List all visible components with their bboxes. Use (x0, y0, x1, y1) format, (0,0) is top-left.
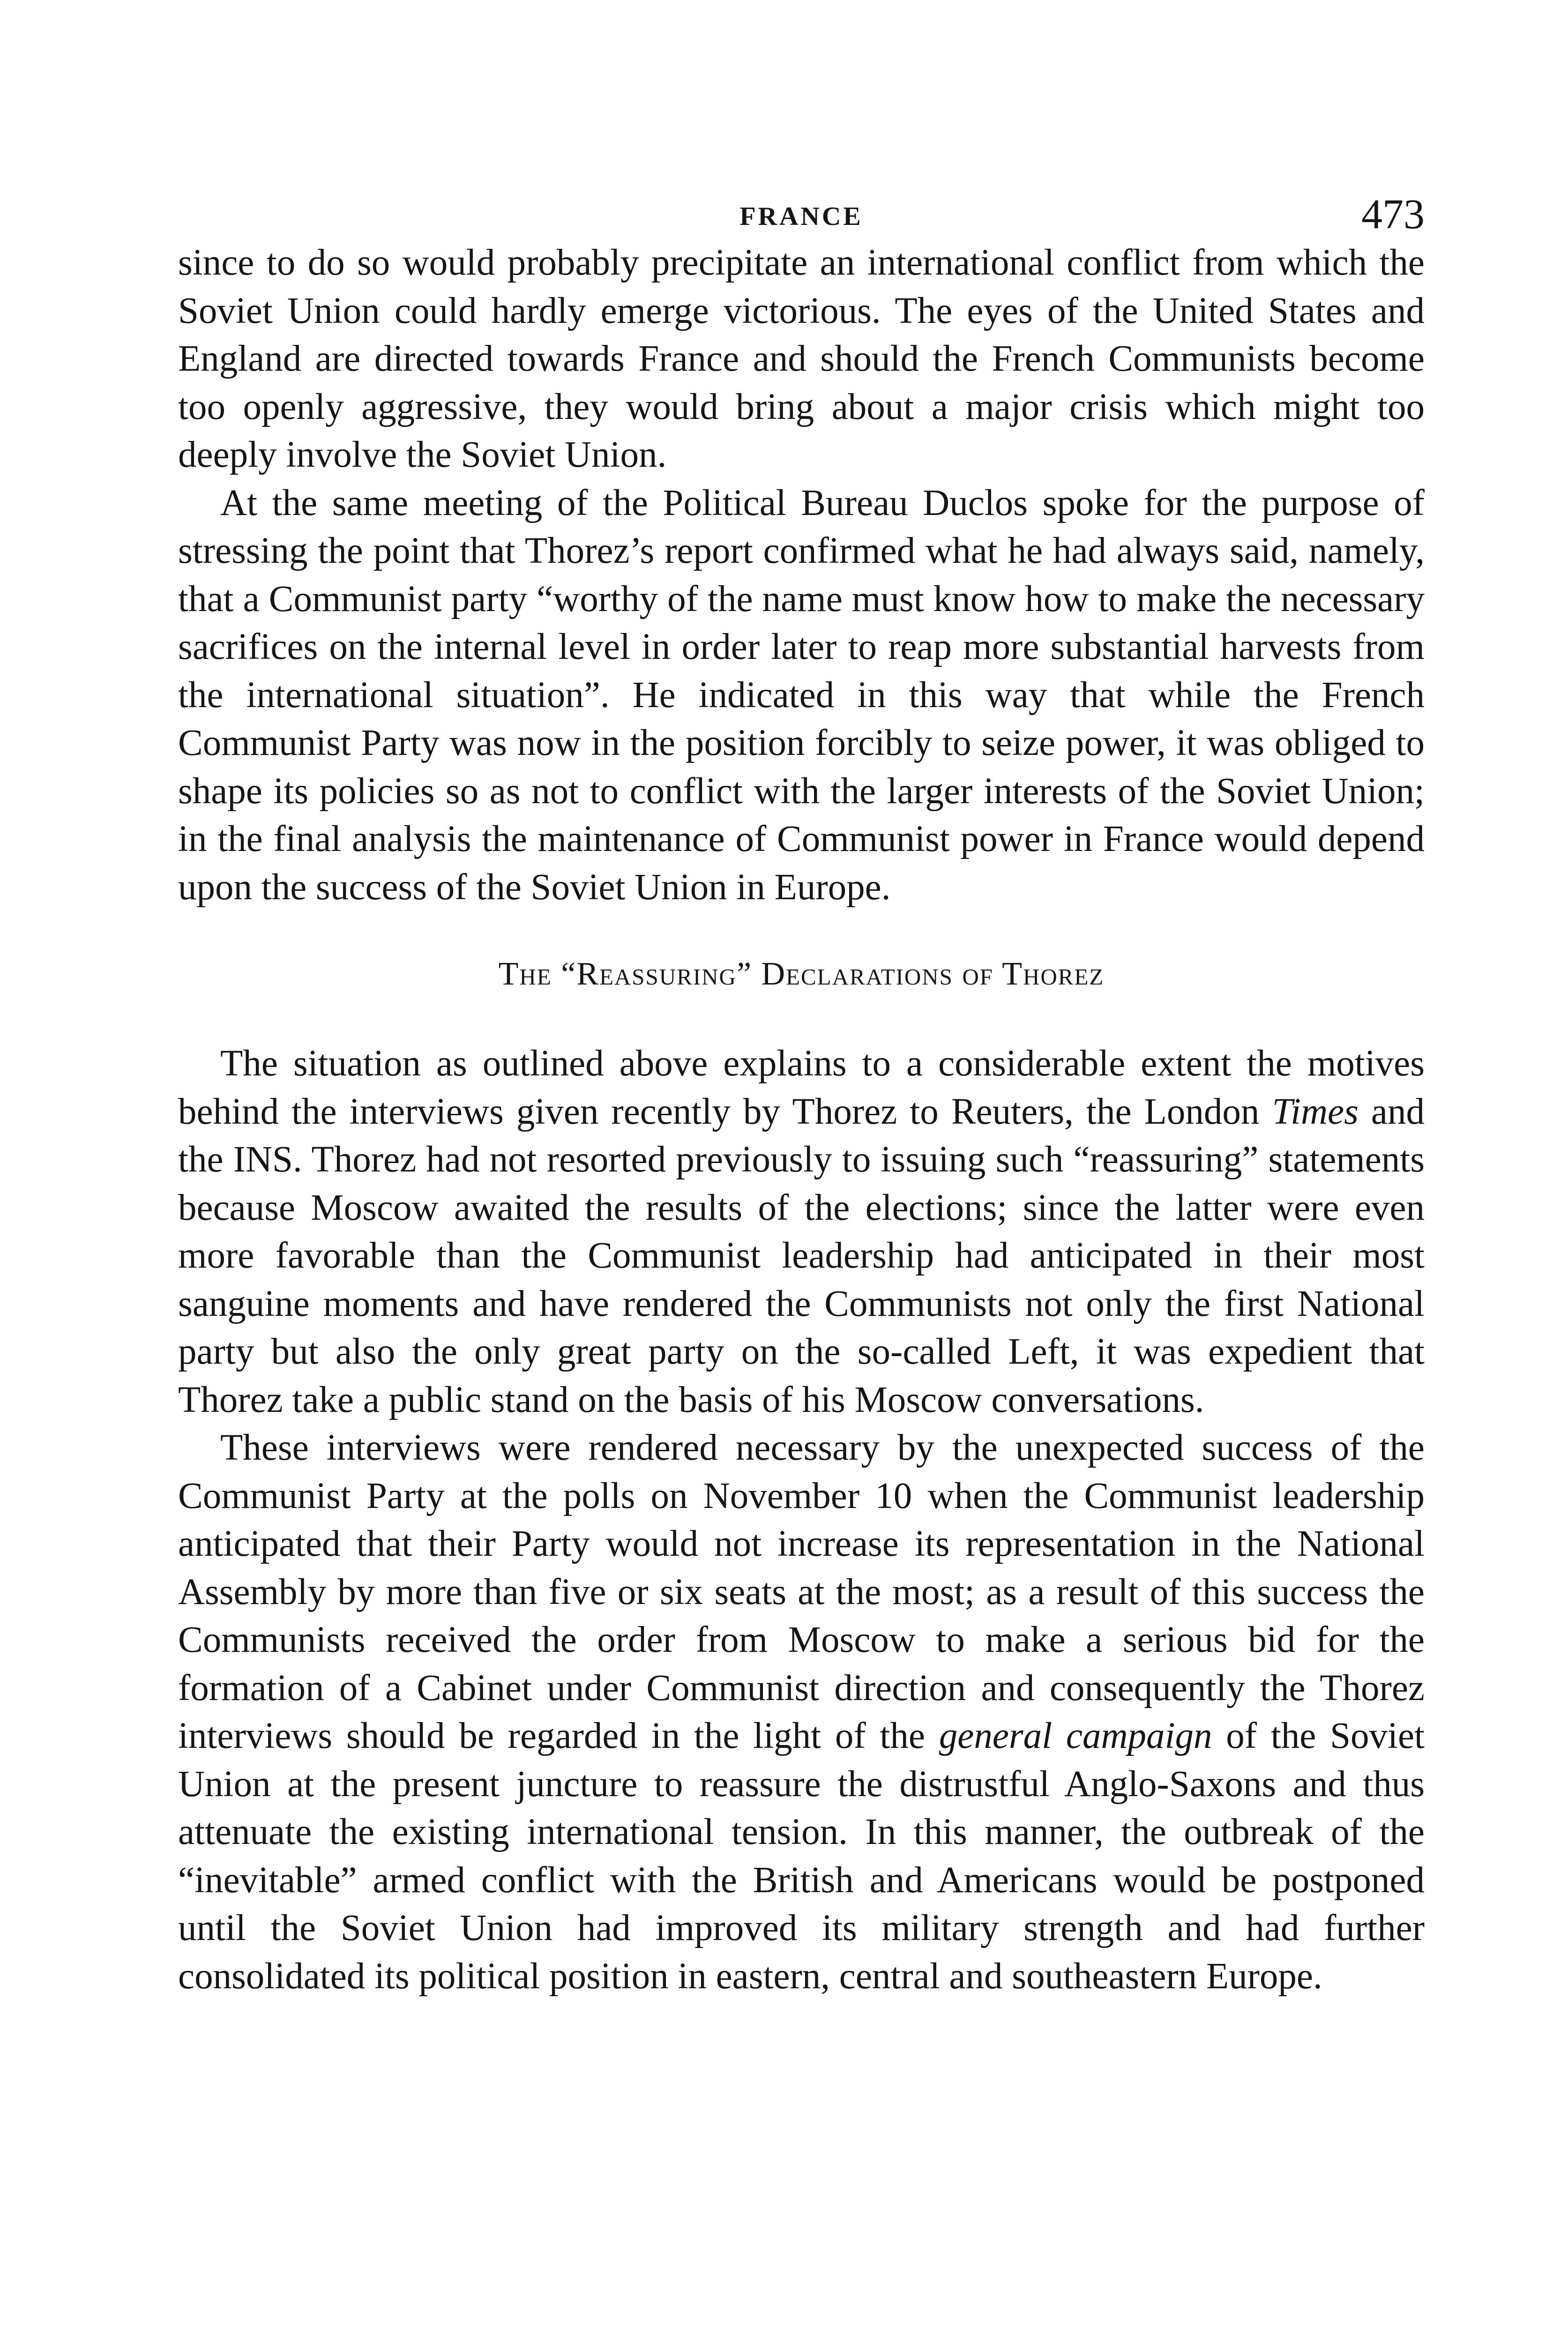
running-header (178, 187, 1425, 239)
paragraph-election-success (178, 1424, 1425, 2000)
text-segment: These interviews were rendered necessary by the unexpected success of the Communist Party at the polls on November 10 when the Communist leadership anticipated that their Party would not increase its representation in the National Assembly by more than five or six seats at the most; as a result of this success the Communists received the order from Moscow to make a serious bid for the formation of a Cabinet under Communist direction and consequently the Thorez interviews should be regarded in the light of the (178, 1427, 1425, 1756)
section-heading: The “Reassuring” Declarations of Thorez (498, 956, 1105, 992)
italic-text: Times (1272, 1091, 1359, 1132)
running-title: FRANCE (739, 202, 863, 231)
paragraph-continued: since to do so would probably precipitate an international conflict from which the Soviet Union could hardly emerge victorious. The eyes of the United States and England are directed towards France and should the French Communists become too openly aggressive, they would bring about a major crisis which might too deeply involve the Soviet Union. (178, 242, 1425, 475)
text-segment: The situation as outlined above explains to a considerable extent the motives behind the interviews given recently by Thorez to Reuters, the London (178, 1043, 1425, 1132)
text-segment: of the Soviet Union at the present juncture to reassure the distrustful Anglo-Saxons and thus attenuate the existing international tension. In this manner, the outbreak of the “inevitable” armed conflict with the British and Americans would be postponed until the Soviet Union had improved its military strength and had further consolidated its political position in eastern, central and southeastern Europe. (178, 1716, 1425, 1997)
document-page (178, 187, 1425, 2343)
paragraph-thorez-interviews (178, 1040, 1425, 1424)
italic-text: general campaign (939, 1716, 1212, 1756)
page-number: 473 (1361, 191, 1425, 238)
text-segment: and the INS. Thorez had not resorted previously to issuing such “reassuring” statements because Moscow awaited the results of the elections; since the latter were even more favorable than the Communist leadership had anticipated in their most sanguine moments and have rendered the Communists not only the first National party but also the only great party on the so-called Left, it was expedient that Thorez take a public stand on the basis of his Moscow conversations. (178, 1091, 1425, 1420)
paragraph-duclos-meeting: At the same meeting of the Political Bureau Duclos spoke for the purpose of stressing the point that Thorez’s report confirmed what he had always said, namely, that a Communist party “worthy of the name must know how to make the necessary sacrifices on the internal level in order later to reap more substantial harvests from the international situation”. He indicated in this way that while the French Communist Party was now in the position forcibly to seize power, it was obliged to shape its policies so as not to conflict with the larger interests of the Soviet Union; in the final analysis the maintenance of Communist power in France would depend upon the success of the Soviet Union in Europe. (178, 482, 1425, 908)
